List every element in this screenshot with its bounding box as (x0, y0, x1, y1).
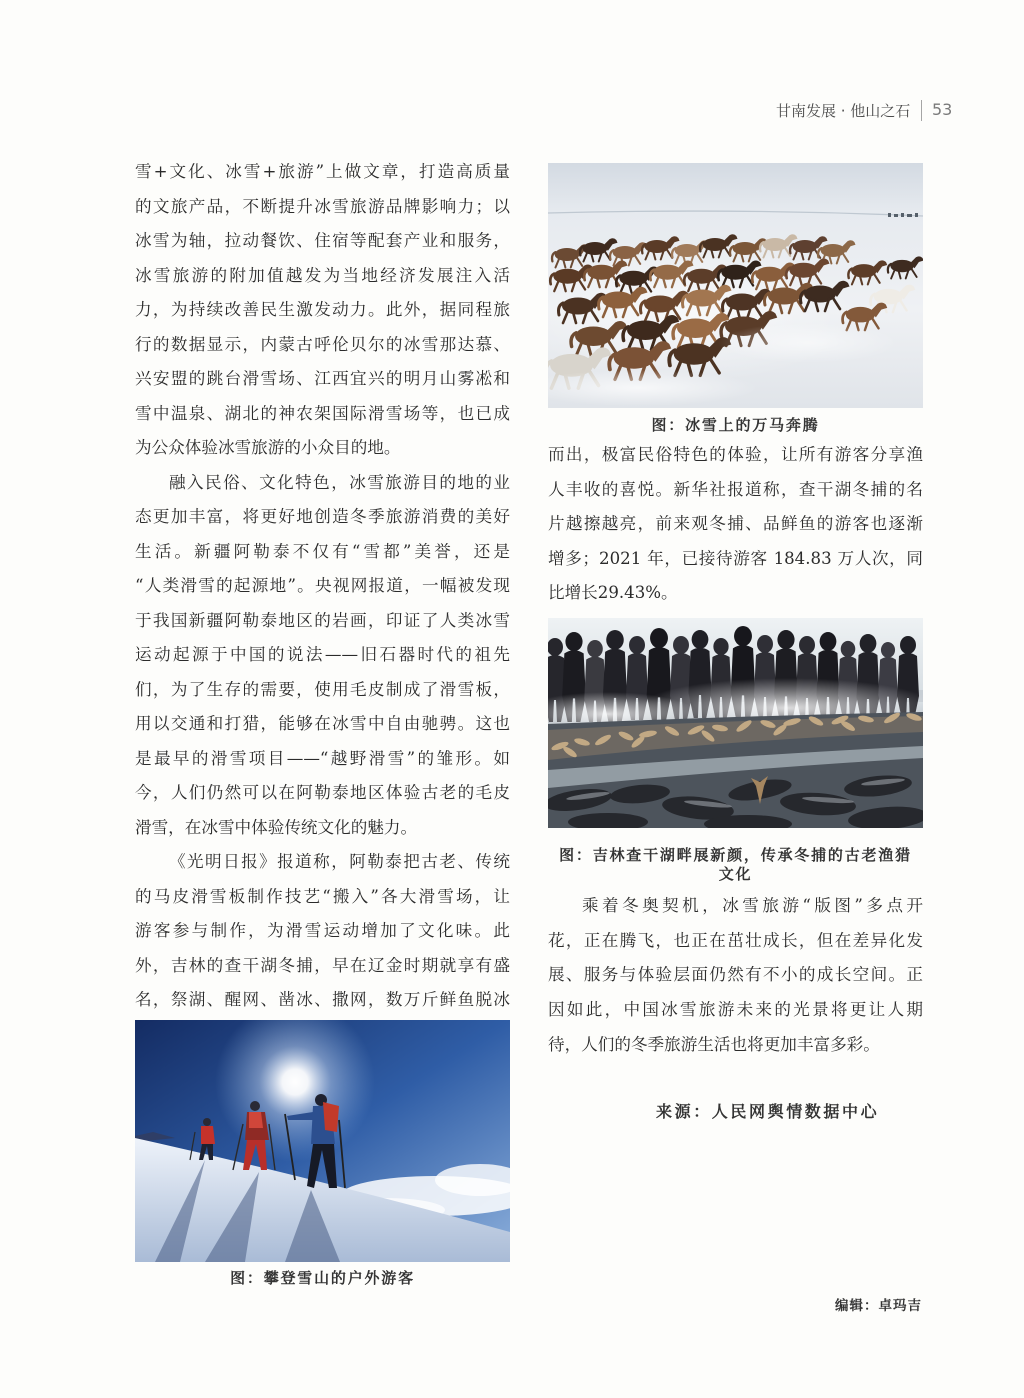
text-line: 今，人们仍然可以在阿勒泰地区体验古老的毛皮 (135, 783, 510, 802)
text-line: 生活。新疆阿勒泰不仅有“雪都”美誉，还是 (135, 541, 510, 561)
source-credit: 来源：人民网舆情数据中心 (656, 1102, 880, 1121)
paragraph (548, 438, 923, 611)
text-line: 是最早的滑雪项目——“越野滑雪”的雏形。如 (135, 748, 510, 768)
text-line: 片越擦越亮，前来观冬捕、品鲜鱼的游客也逐渐 (548, 514, 923, 533)
text-line: 用以交通和打猎，能够在冰雪中自由驰骋。这也 (135, 714, 510, 733)
editor-credit: 编辑：卓玛吉 (835, 1298, 922, 1314)
text-line: 游客参与制作，为滑雪运动增加了文化味。此 (135, 921, 510, 940)
photo-horse-herd (548, 163, 923, 408)
text-line: 行的数据显示，内蒙古呼伦贝尔的冰雪那达慕、 (135, 334, 510, 354)
caption-line: 文化 (718, 865, 753, 883)
section-title: 甘南发展 · 他山之石 (776, 102, 911, 120)
text-line: 名，祭湖、醒网、凿冰、撒网，数万斤鲜鱼脱冰 (135, 990, 510, 1009)
text-line: 冰雪为轴，拉动餐饮、住宿等配套产业和服务， (135, 231, 510, 250)
text-line: 态更加丰富，将更好地创造冬季旅游消费的美好 (135, 507, 510, 526)
paragraph (135, 466, 510, 846)
text-line: 运动起源于中国的说法——旧石器时代的祖先 (135, 645, 510, 664)
photo-snow-mountain-climbers (135, 1020, 510, 1262)
text-line: 展、服务与体验层面仍然有不小的成长空间。正 (548, 965, 923, 985)
text-line: 比增长29.43%。 (548, 583, 678, 602)
figure-caption: 图：冰雪上的万马奔腾 (651, 416, 820, 434)
text-line: 融入民俗、文化特色，冰雪旅游目的地的业 (169, 472, 510, 492)
text-line: 花，正在腾飞，也正在茁壮成长，但在差异化发 (548, 930, 923, 950)
text-line: 们，为了生存的需要，使用毛皮制成了滑雪板， (135, 679, 510, 699)
text-line: 滑雪，在冰雪中体验传统文化的魅力。 (135, 817, 418, 837)
text-line: 增多；2021 年，已接待游客 184.83 万人次，同 (548, 548, 923, 568)
text-line: 的马皮滑雪板制作技艺“搬入”各大滑雪场，让 (135, 886, 510, 906)
left-column (135, 155, 510, 1018)
figure-caption: 图：攀登雪山的户外游客 (230, 1269, 415, 1287)
text-line: 因如此，中国冰雪旅游未来的光景将更让人期 (548, 1000, 923, 1020)
text-line: 外，吉林的查干湖冬捕，早在辽金时期就享有盛 (135, 955, 510, 975)
photo-chagan-lake-fishing (548, 618, 923, 828)
page-number: 53 (932, 100, 953, 119)
text-line: 《光明日报》报道称，阿勒泰把古老、传统 (169, 852, 510, 871)
text-line: “人类滑雪的起源地”。央视网报道，一幅被发现 (135, 576, 510, 595)
text-line: 乘着冬奥契机，冰雪旅游“版图”多点开 (582, 896, 923, 915)
text-line: 于我国新疆阿勒泰地区的岩画，印证了人类冰雪 (135, 610, 510, 630)
paragraph (135, 845, 510, 1018)
right-column-upper (548, 438, 923, 611)
text-line: 而出，极富民俗特色的体验，让所有游客分享渔 (548, 445, 923, 464)
text-line: 力，为持续改善民生激发动力。此外，据同程旅 (135, 300, 510, 319)
figure-caption (548, 846, 923, 884)
text-line: 人丰收的喜悦。新华社报道称，查干湖冬捕的名 (548, 479, 923, 499)
right-column-lower (548, 889, 923, 1062)
caption-line: 图：吉林查干湖畔展新颜，传承冬捕的古老渔猎 (559, 846, 912, 864)
text-line: 雪中温泉、湖北的神农架国际滑雪场等，也已成 (135, 403, 510, 423)
header-divider (921, 100, 922, 121)
text-line: 雪+文化、冰雪+旅游”上做文章，打造高质量 (135, 162, 510, 181)
running-head (770, 99, 960, 123)
text-line: 冰雪旅游的附加值越发为当地经济发展注入活 (135, 265, 510, 285)
text-line: 待，人们的冬季旅游生活也将更加丰富多彩。 (548, 1034, 880, 1054)
paragraph (548, 889, 923, 1062)
text-line: 兴安盟的跳台滑雪场、江西宜兴的明月山雾凇和 (135, 369, 510, 388)
text-line: 的文旅产品，不断提升冰雪旅游品牌影响力；以 (135, 196, 510, 216)
text-line: 为公众体验冰雪旅游的小众目的地。 (135, 438, 401, 457)
paragraph (135, 155, 510, 466)
